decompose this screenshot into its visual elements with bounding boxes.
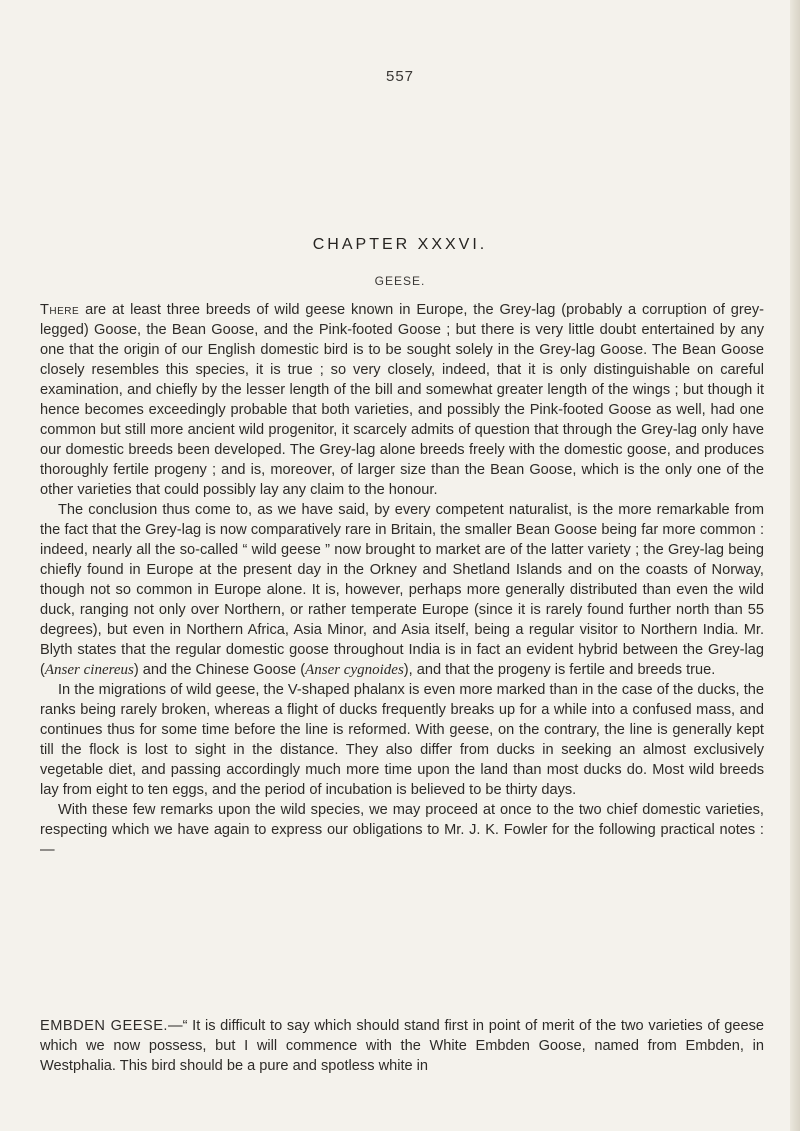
paragraph-4: With these few remarks upon the wild species, we may proceed at once to the two chief domestic varieties, respecting which we have again to express our obligations to Mr. J. K. Fowler for the following practical notes :— bbox=[40, 802, 764, 858]
page-number: 557 bbox=[385, 68, 415, 85]
paragraph-2 bbox=[40, 500, 764, 680]
paragraph-1 bbox=[40, 300, 764, 500]
section-title: GEESE. bbox=[374, 274, 426, 288]
body-text-continued bbox=[40, 1016, 764, 1076]
subsection-heading: EMBDEN GEESE. bbox=[40, 1018, 168, 1034]
body-text bbox=[40, 300, 764, 860]
paragraph-text: The conclusion thus come to, as we have said, by every competent naturalist, is the more remarkable from the fact that the Grey-lag is now comparatively rare in Britain, the smaller Bean Goose being far more common : indeed, nearly all the so-called “ wild geese ” now brought to market are of the latter variety ; the Grey-lag being chiefly found in Europe at the present day in the Orkney and Shetland Islands and on the coasts of Norway, though not so common in Europe alone. It is, however, perhaps more generally distributed than even the wild duck, ranging not only over Northern, or rather temperate Europe (since it is rarely found further north than 55 degrees), but even in Northern Africa, Asia Minor, and Asia itself, being a regular visitor to Northern India. Mr. Blyth states that the regular domestic goose throughout India is in fact an evident hybrid between the Grey-lag ( bbox=[40, 502, 764, 678]
paragraph-text: ) and the Chinese Goose ( bbox=[133, 662, 306, 678]
paragraph-text: —“ It is difficult to say which should stand first in point of merit of the two varieties of geese which we now possess, but I will commence with the White Embden Goose, named from Embden, in Westphalia. This bird should be a pure and spotless white in bbox=[40, 1018, 764, 1074]
paragraph-3: In the migrations of wild geese, the V-shaped phalanx is even more marked than in the case of the ducks, the ranks being rarely broken, whereas a flight of ducks frequently breaks up for a while into a confused mass, and continues thus for some time before the line is reformed. With geese, on the contrary, the line is generally kept till the flock is lost to sight in the distance. They also differ from ducks in seeking an almost exclusively vegetable diet, and passing accordingly much more time upon the land than most ducks do. Most wild breeds lay from eight to ten eggs, and the period of incubation is believed to be thirty days. bbox=[40, 682, 764, 798]
latin-name: Anser cygnoides bbox=[305, 662, 404, 678]
paragraph-text: ), and that the progeny is fertile and breeds true. bbox=[403, 662, 716, 678]
paragraph-text: are at least three breeds of wild geese known in Europe, the Grey-lag (probably a corruption of grey-legged) Goose, the Bean Goose, and the Pink-footed Goose ; but there is very little doubt entertained by any one that the origin of our English domestic bird is to be sought solely in the Grey-lag Goose. The Bean Goose closely resembles this species, it is true ; so very closely, indeed, that it is only distinguishable on careful examination, and chiefly by the lesser length of the bill and somewhat greater length of the wings ; but though it hence becomes exceedingly probable that both varieties, and possibly the Pink-footed Goose as well, had one common but still more ancient wild progenitor, it scarcely admits of question that through the Grey-lag only have our domestic breeds been developed. The Grey-lag alone breeds freely with the domestic goose, and produces thoroughly fertile progeny ; and is, moreover, of larger size than the Bean Goose, which is the only one of the other varieties that could possibly lay any claim to the honour. bbox=[40, 302, 764, 498]
paragraph-5 bbox=[40, 1016, 764, 1076]
page-edge-shadow bbox=[790, 0, 800, 1131]
paragraph-lead: There bbox=[40, 302, 80, 318]
chapter-title: CHAPTER XXXVI. bbox=[312, 236, 488, 253]
latin-name: Anser cinereus bbox=[44, 662, 134, 678]
